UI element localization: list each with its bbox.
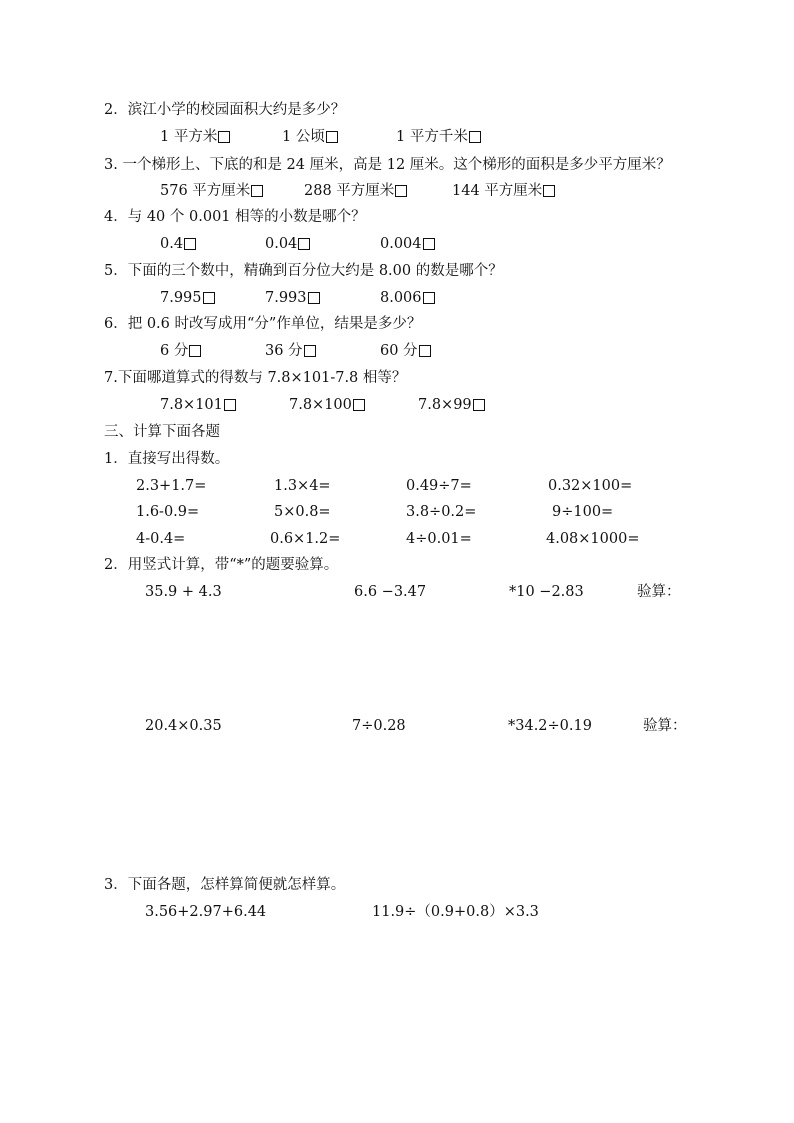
oral-item: 5×0.8= [274,504,331,520]
vertical-calc-item: *10 −2.83 [509,584,584,600]
checkbox[interactable] [326,131,338,143]
option-5c[interactable] [380,289,435,307]
option-label: 7.8×100 [289,397,352,413]
checkbox[interactable] [298,238,310,250]
option-6b[interactable] [265,342,316,360]
option-3c[interactable] [452,182,555,200]
oral-item: 4÷0.01= [406,531,472,547]
option-label: 36 分 [265,343,303,359]
question-2: 2．滨江小学的校园面积大约是多少？ [104,102,346,118]
checkbox[interactable] [423,238,435,250]
checkbox[interactable] [251,185,263,197]
question-7: 7.下面哪道算式的得数与 7.8×101-7.8 相等？ [104,370,407,386]
checkbox[interactable] [353,399,365,411]
option-4b[interactable] [265,235,310,253]
option-2c[interactable] [396,128,481,146]
oral-item: 3.8÷0.2= [406,504,477,520]
option-label: 6 分 [160,343,189,359]
check-label: 验算： [643,718,687,734]
checkbox[interactable] [218,131,230,143]
checkbox[interactable] [419,345,431,357]
checkbox[interactable] [203,292,215,304]
option-3a[interactable] [160,182,263,200]
part-3-title: 3．下面各题，怎样算简便就怎样算。 [104,877,346,893]
option-label: 7.8×99 [418,397,472,413]
checkbox[interactable] [189,345,201,357]
simplify-item: 11.9÷（0.9+0.8）×3.3 [372,904,539,920]
option-label: 1 公顷 [282,129,325,145]
option-label: 7.993 [265,290,307,306]
part-2-title: 2．用竖式计算，带“*”的题要验算。 [104,557,339,573]
option-7a[interactable] [160,396,236,414]
checkbox[interactable] [184,238,196,250]
option-7c[interactable] [418,396,485,414]
option-5a[interactable] [160,289,215,307]
checkbox[interactable] [304,345,316,357]
option-label: 7.995 [160,290,202,306]
option-4c[interactable] [380,235,435,253]
option-4a[interactable] [160,235,196,253]
option-label: 1 平方米 [160,129,218,145]
oral-item: 9÷100= [552,504,614,520]
option-label: 144 平方厘米 [452,183,543,199]
option-label: 0.04 [265,236,298,252]
checkbox[interactable] [423,292,435,304]
checkbox[interactable] [395,185,407,197]
vertical-calc-item: 6.6 −3.47 [354,584,427,600]
section-3-title: 三、计算下面各题 [104,424,220,440]
option-6a[interactable] [160,342,201,360]
option-2a[interactable] [160,128,230,146]
option-label: 288 平方厘米 [304,183,395,199]
option-label: 60 分 [380,343,418,359]
question-6: 6．把 0.6 时改写成用“分”作单位，结果是多少？ [104,316,422,332]
vertical-calc-item: *34.2÷0.19 [508,718,592,734]
question-4: 4．与 40 个 0.001 相等的小数是哪个？ [104,209,366,225]
oral-item: 0.6×1.2= [270,531,341,547]
option-5b[interactable] [265,289,320,307]
option-label: 1 平方千米 [396,129,468,145]
oral-item: 2.3+1.7= [136,478,207,494]
oral-item: 0.32×100= [548,478,633,494]
vertical-calc-item: 20.4×0.35 [145,718,222,734]
option-6c[interactable] [380,342,431,360]
checkbox[interactable] [473,399,485,411]
question-3: 3. 一个梯形上、下底的和是 24 厘米，高是 12 厘米。这个梯形的面积是多少平方厘米？ [104,157,671,173]
question-5: 5．下面的三个数中，精确到百分位大约是 8.00 的数是哪个？ [104,263,503,279]
option-2b[interactable] [282,128,338,146]
checkbox[interactable] [543,185,555,197]
vertical-calc-item: 7÷0.28 [352,718,406,734]
checkbox[interactable] [469,131,481,143]
oral-item: 4.08×1000= [546,531,640,547]
checkbox[interactable] [308,292,320,304]
simplify-item: 3.56+2.97+6.44 [145,904,267,920]
check-label: 验算： [637,584,681,600]
part-1-title: 1．直接写出得数。 [104,451,230,467]
vertical-calc-item: 35.9 + 4.3 [145,584,222,600]
oral-item: 1.3×4= [274,478,331,494]
oral-item: 0.49÷7= [406,478,472,494]
option-3b[interactable] [304,182,407,200]
option-label: 8.006 [380,290,422,306]
option-label: 0.4 [160,236,184,252]
option-7b[interactable] [289,396,365,414]
option-label: 0.004 [380,236,422,252]
option-label: 7.8×101 [160,397,223,413]
oral-item: 4-0.4= [136,531,186,547]
oral-item: 1.6-0.9= [136,504,200,520]
checkbox[interactable] [224,399,236,411]
option-label: 576 平方厘米 [160,183,251,199]
